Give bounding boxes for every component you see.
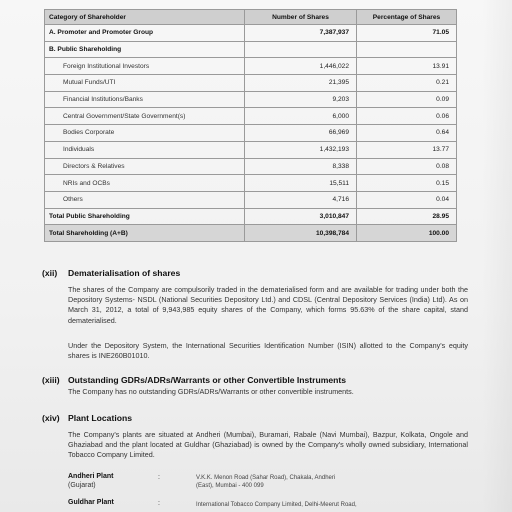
row-pct: 28.95 [357, 208, 457, 225]
table-row [45, 58, 457, 75]
row-label: Central Government/State Government(s) [45, 108, 245, 125]
row-pct: 100.00 [357, 225, 457, 242]
plant-name-guldhar: Guldhar Plant [68, 499, 114, 506]
table-row [45, 141, 457, 158]
row-shares: 6,000 [245, 108, 357, 125]
gdrs-paragraph: The Company has no outstanding GDRs/ADRs/Warrants or other convertible instruments. [68, 387, 354, 396]
section-title: Dematerialisation of shares [68, 268, 181, 278]
row-label: Mutual Funds/UTI [45, 75, 245, 92]
row-shares: 1,432,193 [245, 141, 357, 158]
row-shares: 66,969 [245, 125, 357, 142]
row-shares: 7,387,937 [245, 25, 357, 42]
plant-colon: : [158, 500, 160, 507]
row-shares: 3,010,847 [245, 208, 357, 225]
row-label: Individuals [45, 141, 245, 158]
dematerialisation-paragraph-2: Under the Depository System, the International Securities Identification Number (ISIN) allotted to the Company's equity shares is INE260B01010. [68, 341, 468, 361]
row-pct: 0.08 [357, 158, 457, 175]
row-pct: 13.91 [357, 58, 457, 75]
row-label: Directors & Relatives [45, 158, 245, 175]
row-pct: 0.21 [357, 75, 457, 92]
table-row [45, 175, 457, 192]
section-title: Outstanding GDRs/ADRs/Warrants or other Convertible Instruments [68, 375, 347, 385]
row-pct: 0.15 [357, 175, 457, 192]
header-category: Category of Shareholder [45, 10, 245, 25]
table-row [45, 91, 457, 108]
table-row [45, 191, 457, 208]
row-label: Others [45, 191, 245, 208]
section-heading-plants [42, 413, 132, 423]
plant-address-guldhar: International Tobacco Company Limited, Delhi-Meerut Road, [196, 502, 357, 508]
table-row-public-heading [45, 41, 457, 58]
shareholding-table [44, 9, 457, 242]
row-shares: 8,338 [245, 158, 357, 175]
row-label: Total Public Shareholding [45, 208, 245, 225]
row-label: NRIs and OCBs [45, 175, 245, 192]
table-row [45, 158, 457, 175]
row-pct: 71.05 [357, 25, 457, 42]
page-edge-shadow [482, 0, 512, 512]
plants-paragraph: The Company's plants are situated at Andheri (Mumbai), Buramari, Rabale (Navi Mumbai), Bazpur, Kolkata, Ongole and Ghaziabad and the plant located at Guldhar (Ghaziabad) is owned by the Company's wholly owned subsidiary, International Tobacco Company Limited. [68, 430, 468, 460]
section-heading-dematerialisation [42, 268, 180, 278]
row-shares: 15,511 [245, 175, 357, 192]
row-pct: 0.64 [357, 125, 457, 142]
section-heading-gdrs [42, 375, 346, 385]
row-pct: 13.77 [357, 141, 457, 158]
row-pct: 0.04 [357, 191, 457, 208]
row-shares: 9,203 [245, 91, 357, 108]
plant-address-andheri: V.K.K. Menon Road (Sahar Road), Chakala, Andheri (East), Mumbai - 400 099 [196, 475, 336, 489]
plant-colon: : [158, 474, 160, 481]
table-row-grand-total [45, 225, 457, 242]
row-label: Financial Institutions/Banks [45, 91, 245, 108]
dematerialisation-paragraph-1: The shares of the Company are compulsorily traded in the dematerialised form and are available for trading under both the Depository Systems- NSDL (National Securities Depository Ltd.) and CDSL (Central Depository Services (India) Ltd). As on March 31, 2012, a total of 9,943,985 equity shares of the Company, which forms 95.63% of the share capital, stand dematerialised. [68, 285, 468, 325]
row-label: Foreign Institutional Investors [45, 58, 245, 75]
section-number: (xii) [42, 268, 58, 278]
table-row-promoter [45, 25, 457, 42]
row-label: Total Shareholding (A+B) [45, 225, 245, 242]
row-shares: 1,446,022 [245, 58, 357, 75]
section-number: (xiii) [42, 375, 60, 385]
row-label: A. Promoter and Promoter Group [45, 25, 245, 42]
table-header-row [45, 10, 457, 25]
section-title: Plant Locations [68, 413, 132, 423]
table-row-total-public [45, 208, 457, 225]
table-row [45, 125, 457, 142]
table-row [45, 75, 457, 92]
row-pct: 0.06 [357, 108, 457, 125]
plant-sub: (Gujarat) [68, 482, 96, 489]
header-number-of-shares: Number of Shares [245, 10, 357, 25]
row-label: Bodies Corporate [45, 125, 245, 142]
plant-name-andheri: Andheri Plant (Gujarat) [68, 473, 114, 489]
row-shares: 21,395 [245, 75, 357, 92]
row-shares: 10,398,784 [245, 225, 357, 242]
table-row [45, 108, 457, 125]
row-label: B. Public Shareholding [45, 41, 245, 58]
section-number: (xiv) [42, 413, 60, 423]
row-pct: 0.09 [357, 91, 457, 108]
header-percentage: Percentage of Shares [357, 10, 457, 25]
row-shares: 4,716 [245, 191, 357, 208]
